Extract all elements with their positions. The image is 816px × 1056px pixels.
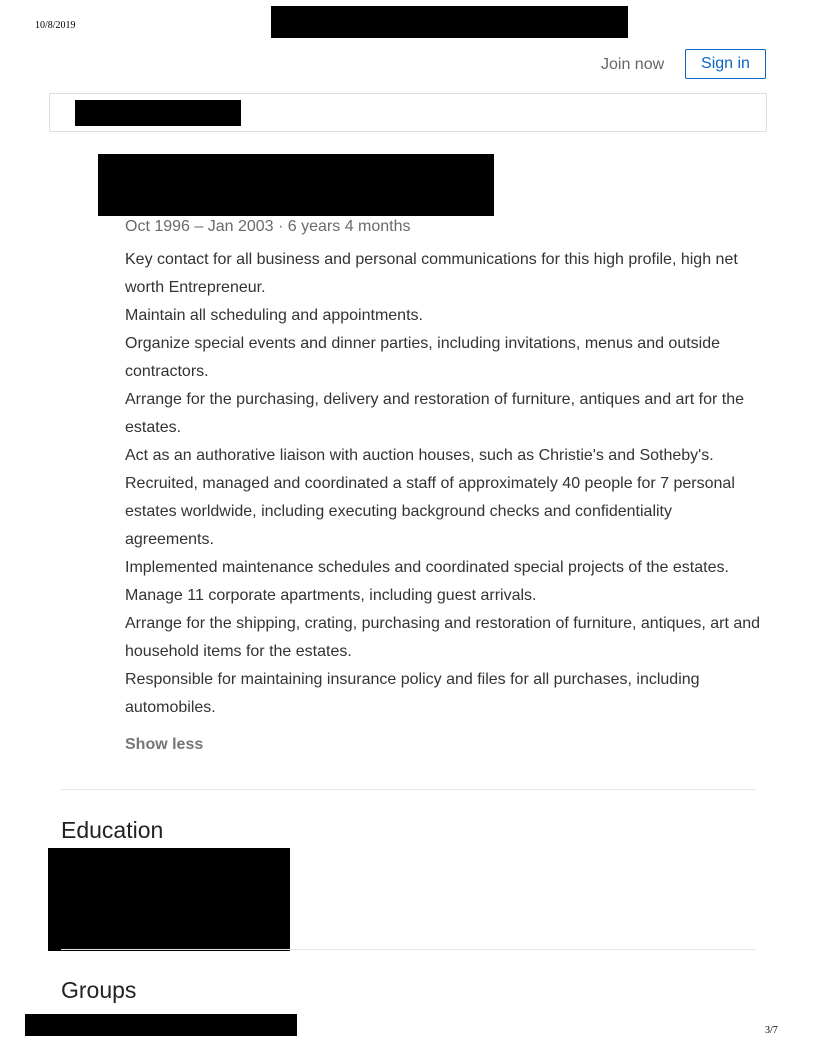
description-line: Key contact for all business and personal communications for this high profile, high net worth Entrepreneur. [125,251,738,296]
description-line: Arrange for the shipping, crating, purchasing and restoration of furniture, antiques, art and household items for the estates. [125,615,761,660]
page-number: 3/7 [765,1025,778,1036]
education-heading: Education [61,817,164,843]
description-line: Arrange for the purchasing, delivery and restoration of furniture, antiques and art for the estates. [125,391,745,436]
description-line: Maintain all scheduling and appointments. [125,307,423,324]
redacted-position-title [98,154,494,216]
section-divider [61,789,756,790]
join-now-link[interactable]: Join now [601,56,665,73]
description-line: Act as an authorative liaison with auction houses, such as Christie's and Sotheby's. [125,447,714,464]
redacted-page-title [271,6,628,38]
sign-in-button[interactable]: Sign in [685,49,766,79]
description-line: Organize special events and dinner parties, including invitations, menus and outside contractors. [125,335,721,380]
experience-date-range: Oct 1996 – Jan 2003 · 6 years 4 months [125,218,411,235]
groups-heading: Groups [61,977,137,1003]
description-line: Implemented maintenance schedules and coordinated special projects of the estates. [125,559,729,576]
description-line: Responsible for maintaining insurance policy and files for all purchases, including automobiles. [125,671,700,716]
show-less-link[interactable]: Show less [125,736,204,753]
section-divider [61,949,756,950]
redacted-education-entry [48,848,290,951]
redacted-search-content [75,100,241,126]
description-line: Manage 11 corporate apartments, including guest arrivals. [125,587,537,604]
redacted-print-url [25,1014,297,1036]
print-date: 10/8/2019 [35,20,76,31]
experience-description [125,246,765,722]
description-line: Recruited, managed and coordinated a staff of approximately 40 people for 7 personal estates worldwide, including executing background checks and confidentiality agreements. [125,475,735,548]
